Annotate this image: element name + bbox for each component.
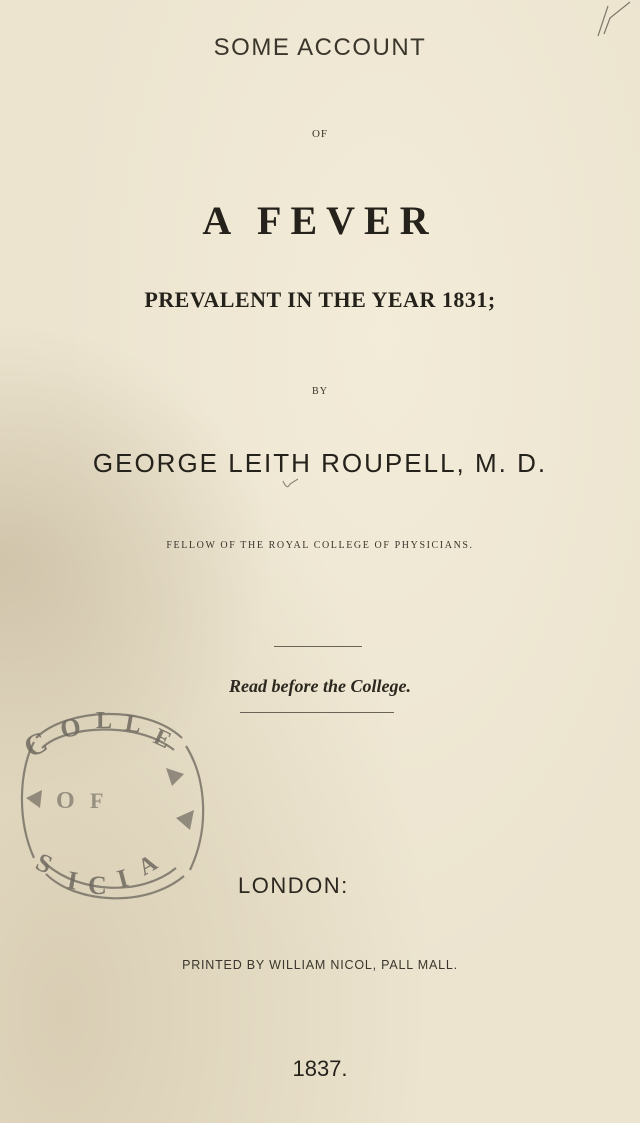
svg-text:L: L (96, 708, 113, 734)
imprint-printer: PRINTED BY WILLIAM NICOL, PALL MALL. (182, 958, 458, 972)
svg-text:O: O (58, 711, 83, 744)
title-line-some-account: SOME ACCOUNT (213, 34, 427, 61)
author-name: GEORGE LEITH ROUPELL, M. D. (92, 448, 548, 478)
svg-text:I: I (64, 865, 80, 896)
imprint-place: LONDON: (238, 873, 349, 898)
svg-text:E: E (149, 723, 175, 755)
title-line-prevalent: PREVALENT IN THE YEAR 1831; (144, 287, 496, 312)
svg-text:S: S (31, 847, 57, 880)
title-line-of: OF (311, 128, 329, 140)
library-stamp (6, 698, 228, 930)
divider-rule (274, 646, 362, 647)
svg-text:L: L (122, 710, 144, 739)
svg-text:A: A (134, 850, 163, 882)
svg-text:C: C (88, 871, 107, 900)
imprint-year: 1837. (292, 1056, 348, 1081)
svg-text:C: C (19, 725, 53, 765)
presentation-note: Read before the College. (229, 676, 411, 696)
svg-text:O: O (56, 788, 75, 814)
title-main: A FEVER (202, 198, 438, 243)
svg-text:F: F (90, 788, 104, 813)
svg-text:I: I (114, 863, 132, 894)
author-credentials: FELLOW OF THE ROYAL COLLEGE OF PHYSICIANS. (166, 540, 474, 551)
pencil-tick-icon (282, 478, 300, 490)
divider-rule (240, 712, 394, 713)
byline-label: BY (312, 386, 328, 397)
